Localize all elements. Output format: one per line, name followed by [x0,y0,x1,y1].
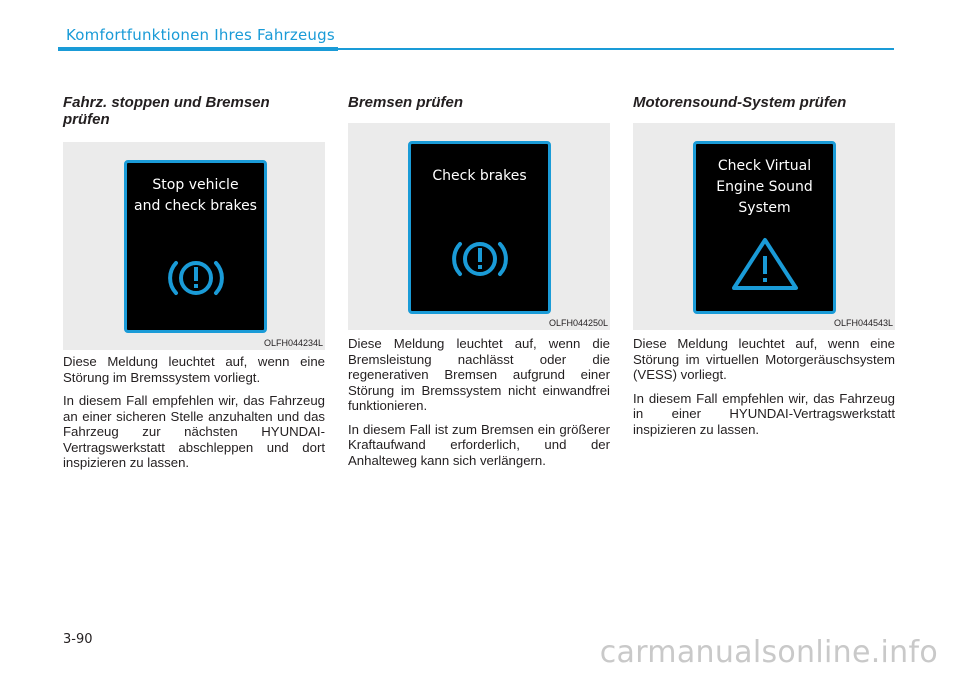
paragraph: In diesem Fall empfehlen wir, das Fahrzeug in einer HYUNDAI-Vertragswerkstatt inspizieren zu lassen. [633,390,895,437]
header-rule-thick [58,47,338,51]
display-message: Check Virtual Engine Sound System [716,158,813,216]
warning-triangle-icon [730,236,800,292]
brake-warning-icon [164,253,228,303]
section-title: Motorensound-System prüfen [633,94,847,111]
cluster-display [124,160,267,333]
paragraph: Diese Meldung leuchtet auf, wenn eine Störung im virtuellen Motorgeräuschsystem (VESS) vorliegt. [633,336,895,382]
paragraph: Diese Meldung leuchtet auf, wenn die Bremsleistung nachlässt oder die regenerativen Bremsen aufgrund einer Störung im Bremssystem nicht einwandfrei funktionieren. [348,336,610,413]
figure-check-brakes [348,123,610,330]
section-header-title: Komfortfunktionen Ihres Fahrzeugs [66,26,335,44]
watermark: carmanualsonline.info [599,635,938,670]
figure-code: OLFH044234L [263,338,323,348]
section-title: Bremsen prüfen [348,94,464,111]
header-rule-thin [338,48,894,50]
page-number: 3-90 [63,632,93,647]
brake-warning-icon [448,234,512,284]
section-body [348,336,610,476]
paragraph: Diese Meldung leuchtet auf, wenn eine Störung im Bremssystem vorliegt. [63,354,325,385]
cluster-display [693,141,836,314]
figure-engine-sound [633,123,895,330]
display-message: Check brakes [432,168,527,184]
paragraph: In diesem Fall ist zum Bremsen ein größerer Kraftaufwand erforderlich, und der Anhalteweg kann sich verlängern. [348,421,610,468]
display-message: Stop vehicle and check brakes [134,177,257,214]
figure-stop-vehicle [63,142,325,350]
section-title: Fahrz. stoppen und Bremsen prüfen [63,94,270,128]
cluster-display [408,141,551,314]
section-body [63,354,325,479]
figure-code: OLFH044250L [548,318,608,328]
paragraph: In diesem Fall empfehlen wir, das Fahrzeug an einer sicheren Stelle anzuhalten und das Fahrzeug zur nächsten HYUNDAI-Vertragswerkstatt abschleppen und dort inspizieren zu lassen. [63,393,325,470]
section-body [633,336,895,445]
figure-code: OLFH044543L [833,318,893,328]
